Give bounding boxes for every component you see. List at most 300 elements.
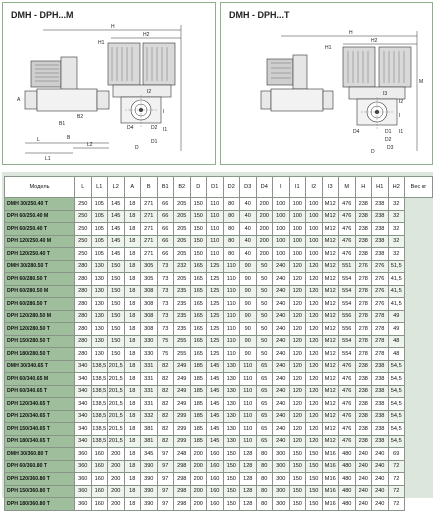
value-cell: 165 [190,310,207,323]
value-cell: M12 [322,360,339,373]
column-header: D4 [256,177,273,198]
table-row [5,385,433,398]
value-cell: 278 [355,323,372,336]
table-row [5,223,433,236]
dim-i-label: I [399,113,401,119]
value-cell: 160 [207,498,224,511]
value-cell: 150 [306,473,323,486]
value-cell: 185 [190,373,207,386]
value-cell: M12 [322,423,339,436]
value-cell: 160 [91,448,108,461]
value-cell: 32 [388,198,405,211]
value-cell: 100 [273,248,290,261]
value-cell: 205 [174,198,191,211]
model-cell: DPH 120/340.65 T [5,410,75,423]
value-cell: 18 [124,198,141,211]
value-cell: 138,5 [91,410,108,423]
value-cell: 120 [289,310,306,323]
value-cell: 49 [388,323,405,336]
value-cell: M16 [322,498,339,511]
value-cell: 18 [124,348,141,361]
value-cell: 238 [372,223,389,236]
value-cell: 238 [372,373,389,386]
table-row [5,373,433,386]
value-cell: 360 [75,448,92,461]
value-cell: 201,5 [108,423,125,436]
value-cell: 65 [256,373,273,386]
value-cell: 345 [141,448,158,461]
value-cell: 160 [91,498,108,511]
value-cell: 72 [388,498,405,511]
value-cell: 110 [223,335,240,348]
column-header: Модель [5,177,75,198]
value-cell: M12 [322,298,339,311]
dim-h1-label: H1 [325,45,332,51]
value-cell: 150 [108,298,125,311]
column-header: H2 [388,177,405,198]
value-cell: 138,5 [91,360,108,373]
value-cell: 238 [355,385,372,398]
value-cell: 125 [207,323,224,336]
value-cell: 90 [240,260,257,273]
value-cell: 235 [174,310,191,323]
dim-i1-label: I1 [163,127,168,133]
model-cell: DMH 30/280.50 T [5,260,75,273]
value-cell: 50 [256,348,273,361]
value-cell: 18 [124,298,141,311]
value-cell: 120 [306,348,323,361]
value-cell: 331 [141,385,158,398]
value-cell: 128 [240,448,257,461]
value-cell: 150 [223,473,240,486]
value-cell: 130 [223,385,240,398]
value-cell: 150 [108,310,125,323]
value-cell: 90 [240,348,257,361]
value-cell: 97 [157,498,174,511]
value-cell: 90 [240,285,257,298]
model-cell: DPH 120/250.40 M [5,235,75,248]
value-cell: 125 [207,260,224,273]
value-cell: 100 [306,235,323,248]
table-row [5,298,433,311]
value-cell: 240 [273,348,290,361]
value-cell: 100 [273,198,290,211]
value-cell: 50 [256,260,273,273]
value-cell: 165 [190,323,207,336]
value-cell: 238 [372,423,389,436]
model-cell: DPH 150/280.50 T [5,335,75,348]
value-cell: 100 [273,210,290,223]
value-cell: 200 [108,473,125,486]
value-cell: 110 [223,273,240,286]
value-cell: 278 [355,310,372,323]
value-cell: 240 [372,460,389,473]
value-cell: 238 [355,410,372,423]
value-cell: 240 [273,373,290,386]
value-cell: 276 [372,260,389,273]
dim-m-label: M [419,79,424,85]
value-cell: 105 [91,198,108,211]
value-cell: 130 [223,373,240,386]
value-cell: 271 [141,248,158,261]
value-cell: 201,5 [108,385,125,398]
value-cell: 120 [289,373,306,386]
value-cell: 110 [207,248,224,261]
value-cell: 49 [388,310,405,323]
value-cell: 110 [240,360,257,373]
value-cell: 240 [273,335,290,348]
value-cell: 150 [108,273,125,286]
value-cell: 18 [124,410,141,423]
value-cell: 238 [372,398,389,411]
value-cell: 185 [190,435,207,448]
value-cell: 250 [75,235,92,248]
column-header: D2 [223,177,240,198]
value-cell: 278 [355,348,372,361]
value-cell: 240 [273,410,290,423]
table-row [5,248,433,261]
value-cell: 66 [157,210,174,223]
value-cell: 66 [157,235,174,248]
value-cell: 130 [91,298,108,311]
model-cell: DPH 60/250.40 M [5,210,75,223]
value-cell: 90 [240,335,257,348]
value-cell: 145 [108,223,125,236]
model-cell: DPH 60/340.65 M [5,373,75,386]
value-cell: 100 [306,223,323,236]
value-cell: 250 [75,210,92,223]
value-cell: 128 [240,473,257,486]
value-cell: 54,5 [388,435,405,448]
value-cell: 150 [190,235,207,248]
value-cell: 120 [289,260,306,273]
dim-d-label: D [135,145,139,151]
value-cell: 54,5 [388,360,405,373]
value-cell: 65 [256,398,273,411]
value-cell: 250 [75,198,92,211]
value-cell: 308 [141,323,158,336]
value-cell: 80 [256,460,273,473]
value-cell: M12 [322,335,339,348]
value-cell: 150 [190,198,207,211]
value-cell: 160 [207,448,224,461]
value-cell: 556 [339,310,356,323]
value-cell: 54,5 [388,373,405,386]
table-row [5,210,433,223]
value-cell: 110 [207,198,224,211]
value-cell: 145 [207,423,224,436]
value-cell: 105 [91,235,108,248]
value-cell: 330 [141,348,158,361]
value-cell: 120 [289,435,306,448]
value-cell: 200 [190,460,207,473]
value-cell: 160 [91,473,108,486]
value-cell: 271 [141,235,158,248]
value-cell: 278 [355,285,372,298]
value-cell: 240 [273,423,290,436]
value-cell: 48 [388,335,405,348]
value-cell: 120 [306,335,323,348]
value-cell: 120 [306,410,323,423]
value-cell: 240 [372,448,389,461]
value-cell: 130 [223,410,240,423]
value-cell: 145 [207,385,224,398]
column-header: I [273,177,290,198]
value-cell: 200 [256,248,273,261]
value-cell: 340 [75,423,92,436]
value-cell: 240 [273,435,290,448]
value-cell: 18 [124,223,141,236]
value-cell: 90 [240,273,257,286]
value-cell: 100 [306,248,323,261]
value-cell: 360 [75,498,92,511]
value-cell: 238 [372,360,389,373]
value-cell: 80 [223,248,240,261]
value-cell: 120 [306,385,323,398]
value-cell: 381 [141,435,158,448]
value-cell: 278 [355,335,372,348]
drawing-title-t: DMH - DPH...T [229,10,290,20]
dimensions-table [4,176,433,511]
value-cell: 120 [289,273,306,286]
value-cell: 200 [108,485,125,498]
value-cell: 476 [339,423,356,436]
value-cell: 18 [124,360,141,373]
column-header: M [339,177,356,198]
value-cell: 240 [273,385,290,398]
table-row [5,423,433,436]
value-cell: 82 [157,435,174,448]
value-cell: 120 [306,310,323,323]
value-cell: 54,5 [388,398,405,411]
value-cell: 40 [240,235,257,248]
value-cell: 250 [75,248,92,261]
value-cell: 240 [273,310,290,323]
value-cell: 41,5 [388,298,405,311]
value-cell: 80 [256,448,273,461]
value-cell: 200 [256,223,273,236]
value-cell: 145 [108,248,125,261]
value-cell: 150 [190,248,207,261]
table-row [5,448,433,461]
value-cell: 120 [289,423,306,436]
value-cell: 278 [355,298,372,311]
value-cell: 360 [75,460,92,473]
value-cell: 120 [306,435,323,448]
value-cell: 90 [240,310,257,323]
dim-i-label: I [163,109,165,115]
dim-h-label: H [111,24,115,30]
value-cell: 240 [273,323,290,336]
value-cell: 65 [256,410,273,423]
value-cell: 476 [339,248,356,261]
model-cell: DMH 30/360.80 T [5,448,75,461]
column-header: B1 [157,177,174,198]
value-cell: 120 [289,385,306,398]
value-cell: 554 [339,273,356,286]
value-cell: 69 [388,448,405,461]
value-cell: 80 [223,223,240,236]
value-cell: 100 [289,210,306,223]
value-cell: M12 [322,235,339,248]
value-cell: 18 [124,335,141,348]
value-cell: 340 [75,385,92,398]
value-cell: 300 [273,473,290,486]
value-cell: 160 [207,460,224,473]
value-cell: 150 [108,323,125,336]
value-cell: 249 [174,385,191,398]
value-cell: 390 [141,473,158,486]
value-cell: 90 [240,298,257,311]
value-cell: 120 [289,348,306,361]
value-cell: 65 [256,385,273,398]
value-cell: 110 [223,310,240,323]
value-cell: 120 [289,298,306,311]
value-cell: 331 [141,398,158,411]
table-row [5,360,433,373]
value-cell: 238 [355,235,372,248]
value-cell: 340 [75,373,92,386]
column-header: D1 [207,177,224,198]
dim-a-label: A [17,97,21,103]
value-cell: 130 [91,273,108,286]
value-cell: 73 [157,298,174,311]
value-cell: 120 [289,335,306,348]
table-row [5,410,433,423]
value-cell: 235 [174,323,191,336]
value-cell: 240 [273,398,290,411]
value-cell: 476 [339,198,356,211]
value-cell: 360 [75,473,92,486]
value-cell: 280 [75,310,92,323]
value-cell: 150 [190,223,207,236]
value-cell: 201,5 [108,373,125,386]
value-cell: 120 [306,398,323,411]
value-cell: 554 [339,348,356,361]
value-cell: 128 [240,460,257,473]
value-cell: 125 [207,348,224,361]
value-cell: 100 [289,235,306,248]
model-cell: DPH 150/340.65 T [5,423,75,436]
value-cell: 145 [207,398,224,411]
value-cell: 200 [108,498,125,511]
pump-drawing-m [3,3,217,166]
value-cell: 120 [306,260,323,273]
value-cell: 110 [223,348,240,361]
value-cell: 130 [91,335,108,348]
value-cell: 18 [124,448,141,461]
value-cell: 110 [240,398,257,411]
value-cell: 201,5 [108,410,125,423]
value-cell: 54,5 [388,423,405,436]
column-header: B [141,177,158,198]
dim-d2-label: D2 [385,137,392,143]
value-cell: 66 [157,223,174,236]
value-cell: 390 [141,460,158,473]
drawing-panel-m [2,2,216,165]
value-cell: 150 [306,460,323,473]
value-cell: 80 [256,473,273,486]
table-row [5,198,433,211]
value-cell: 280 [75,323,92,336]
value-cell: 125 [207,273,224,286]
value-cell: 271 [141,210,158,223]
value-cell: 82 [157,410,174,423]
value-cell: 278 [372,323,389,336]
value-cell: 240 [355,498,372,511]
value-cell: 150 [223,498,240,511]
value-cell: 276 [355,260,372,273]
value-cell: 100 [306,198,323,211]
dim-b2-label: B2 [77,114,84,120]
value-cell: 150 [223,460,240,473]
value-cell: 165 [190,335,207,348]
value-cell: 330 [141,335,158,348]
value-cell: 18 [124,385,141,398]
value-cell: 240 [273,285,290,298]
value-cell: 82 [157,360,174,373]
value-cell: 150 [289,473,306,486]
value-cell: M12 [322,398,339,411]
value-cell: 40 [240,248,257,261]
value-cell: M12 [322,410,339,423]
value-cell: 120 [306,360,323,373]
value-cell: 480 [339,473,356,486]
value-cell: 128 [240,485,257,498]
value-cell: 238 [372,410,389,423]
value-cell: M12 [322,435,339,448]
value-cell: 125 [207,335,224,348]
value-cell: 120 [306,373,323,386]
value-cell: M12 [322,323,339,336]
value-cell: 130 [223,360,240,373]
value-cell: 125 [207,285,224,298]
value-cell: 97 [157,460,174,473]
table-row [5,285,433,298]
column-header: L1 [91,177,108,198]
value-cell: 298 [174,460,191,473]
value-cell: 110 [240,385,257,398]
column-header: D3 [240,177,257,198]
value-cell: 340 [75,398,92,411]
value-cell: 138,5 [91,435,108,448]
value-cell: 105 [91,210,108,223]
dim-i1-label: I1 [399,129,404,135]
value-cell: 110 [240,423,257,436]
model-cell: DPH 60/360.80 T [5,460,75,473]
value-cell: 276 [372,298,389,311]
value-cell: 120 [306,285,323,298]
dim-h1-label: H1 [98,40,105,46]
value-cell: 120 [306,273,323,286]
column-header: L2 [108,177,125,198]
value-cell: 240 [372,473,389,486]
value-cell: 110 [223,260,240,273]
value-cell: 48 [388,348,405,361]
dim-l-label: L [37,137,40,143]
value-cell: 305 [141,273,158,286]
value-cell: 138,5 [91,423,108,436]
value-cell: M12 [322,260,339,273]
value-cell: 340 [75,360,92,373]
value-cell: 480 [339,485,356,498]
value-cell: 125 [207,298,224,311]
value-cell: 476 [339,398,356,411]
value-cell: 150 [289,498,306,511]
value-cell: 300 [273,498,290,511]
value-cell: 120 [289,410,306,423]
value-cell: 110 [240,410,257,423]
